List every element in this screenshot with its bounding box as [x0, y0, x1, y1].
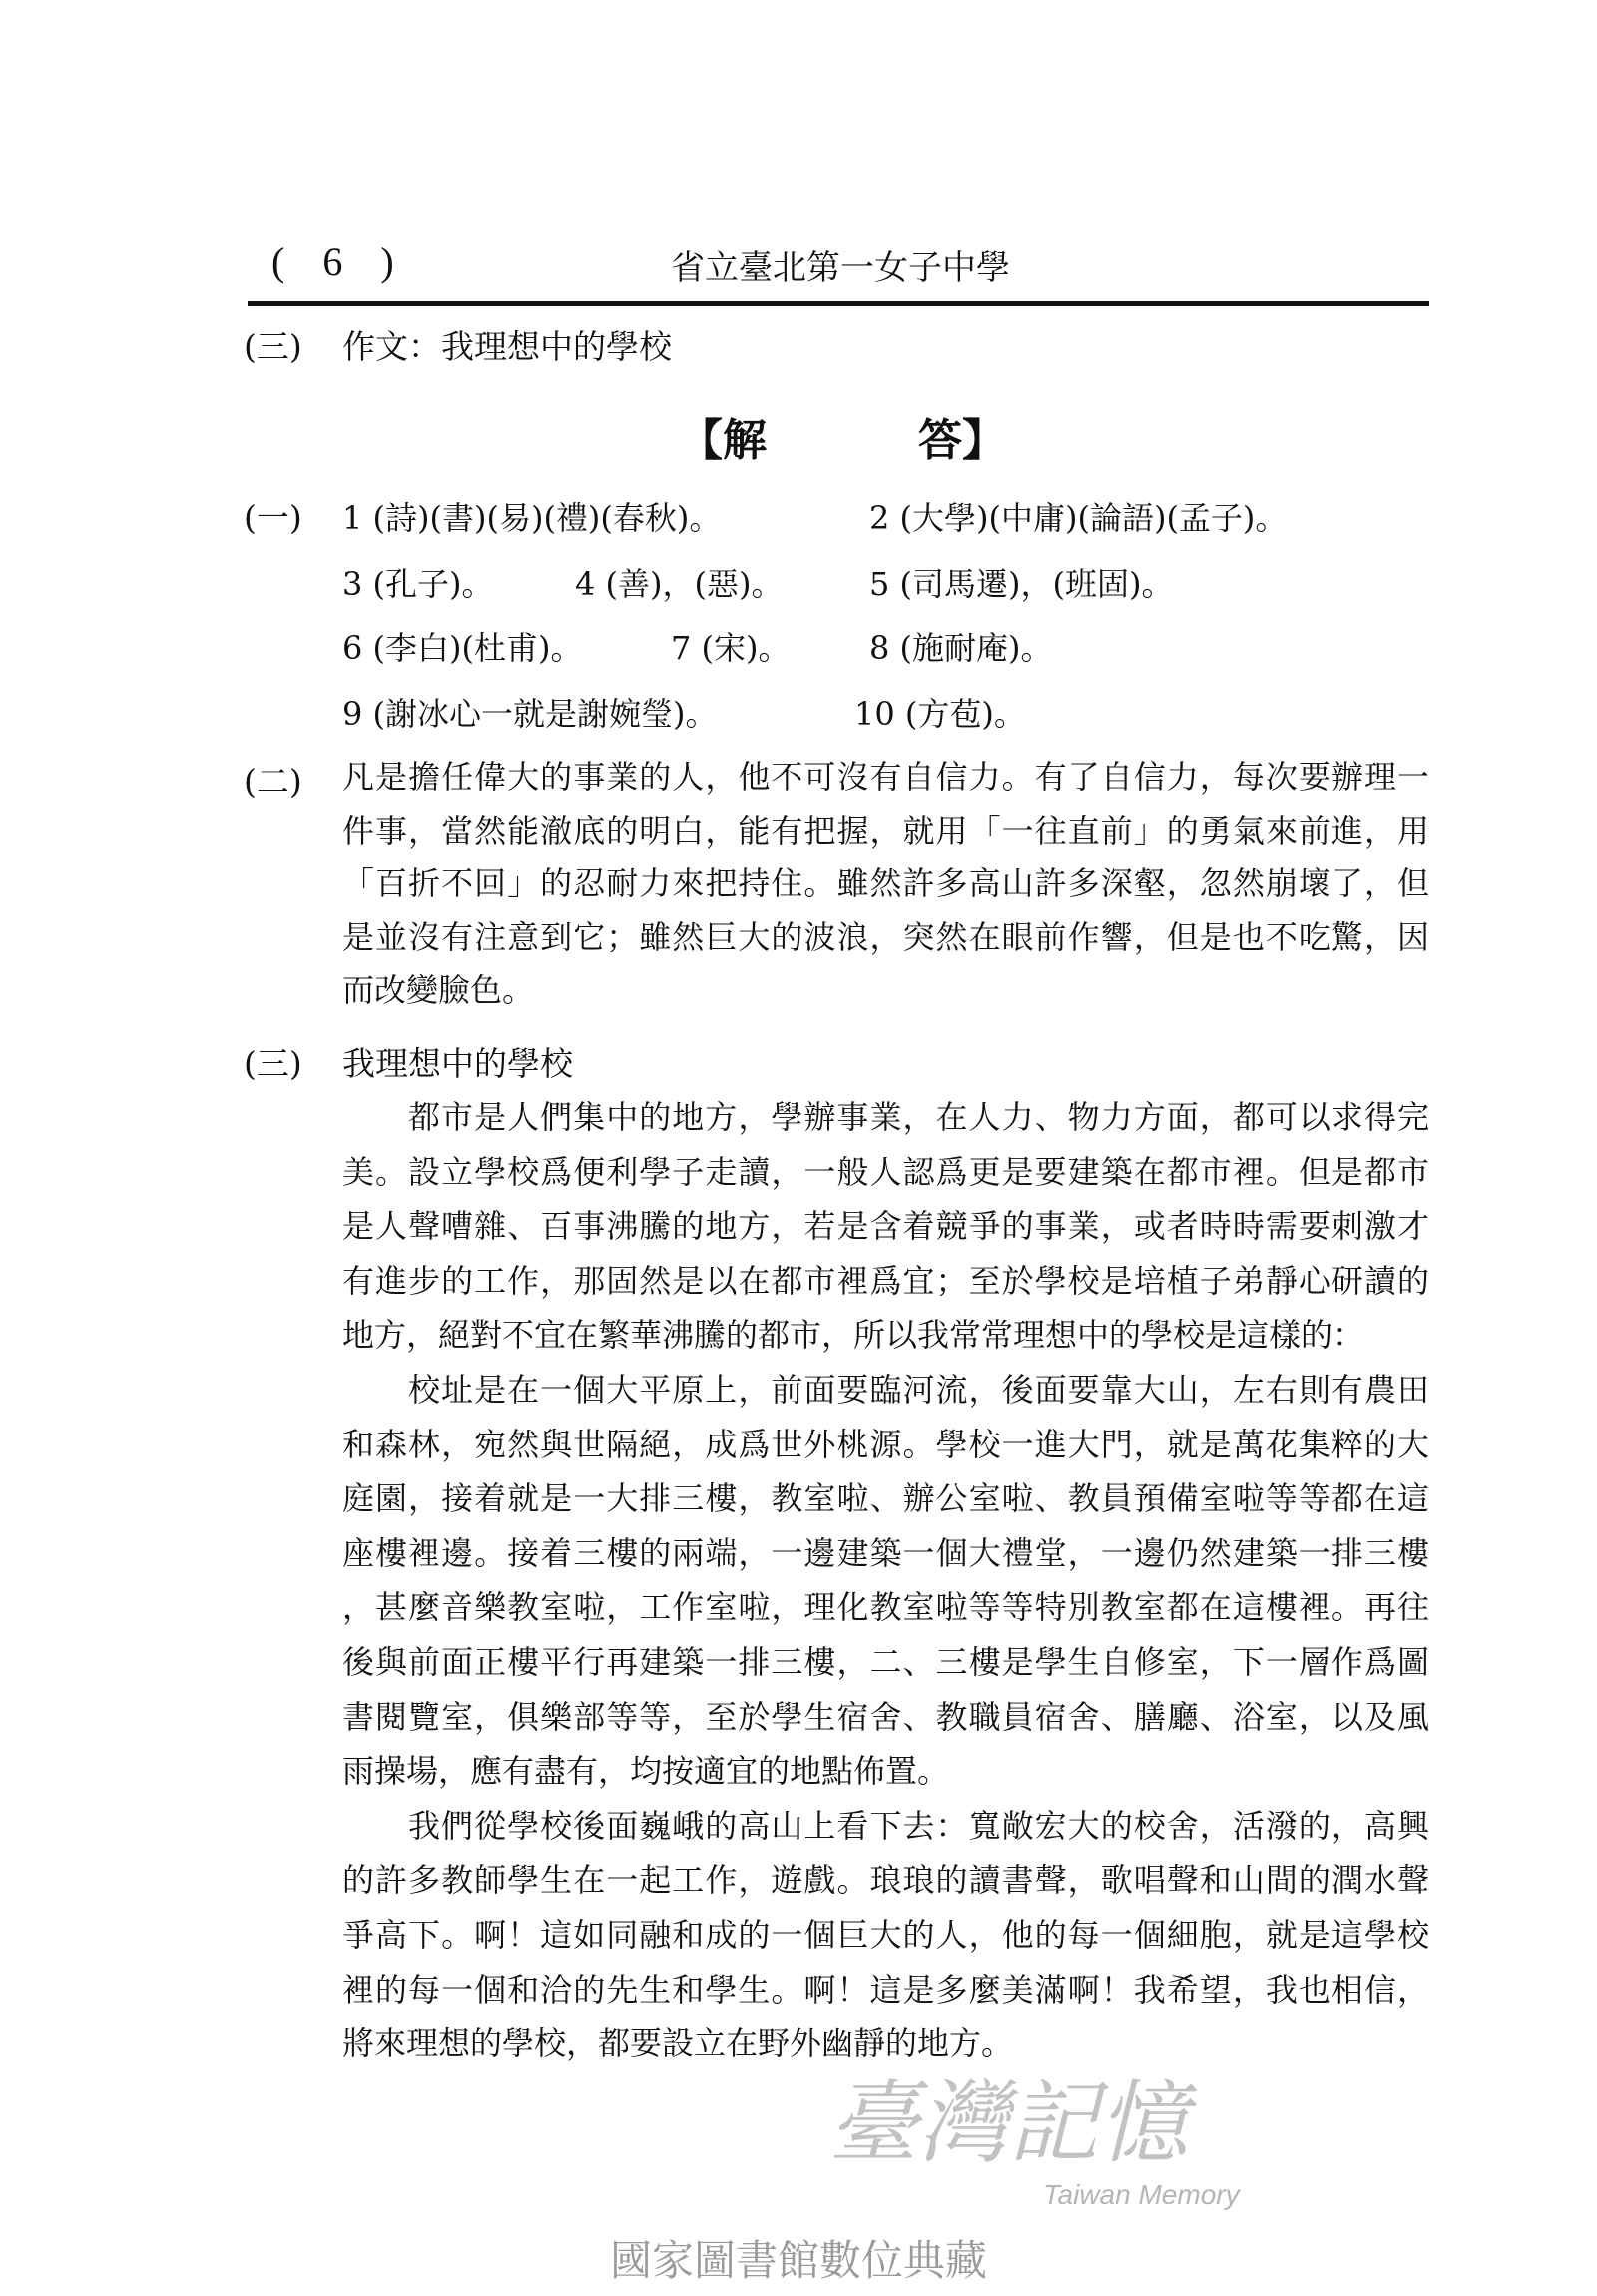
- answer-item: 2 (大學)(中庸)(論語)(孟子)。: [869, 499, 1288, 537]
- text-line: 和森林，宛然與世隔絕，成爲世外桃源。學校一進大門，就是萬花集粹的大: [342, 1425, 1429, 1463]
- part3-label: (三): [244, 1044, 302, 1083]
- answer-item: 10 (方苞)。: [854, 695, 1026, 733]
- answer-item: 9 (謝冰心一就是謝婉瑩)。: [342, 695, 718, 733]
- text-line: 校址是在一個大平原上，前面要臨河流，後面要靠大山，左右則有農田: [408, 1371, 1429, 1409]
- answer-item: 8 (施耐庵)。: [869, 629, 1053, 667]
- page-number: ( 6 ): [271, 239, 408, 284]
- text-line: 的許多教師學生在一起工作，遊戲。琅琅的讀書聲，歌唱聲和山間的潤水聲: [342, 1861, 1429, 1900]
- question-text: 作文：我理想中的學校: [342, 327, 672, 366]
- text-line: 「百折不回」的忍耐力來把持住。雖然許多高山許多深壑，忽然崩壞了，但: [342, 864, 1429, 902]
- answer-item: 7 (宋)。: [671, 629, 791, 667]
- text-line: 後與前面正樓平行再建築一排三樓，二、三樓是學生自修室，下一層作爲圖: [342, 1643, 1429, 1681]
- running-title: 省立臺北第一女子中學: [671, 248, 1010, 287]
- text-line: 是並沒有注意到它；雖然巨大的波浪，突然在眼前作響，但是也不吃驚，因: [342, 917, 1429, 956]
- text-line: 裡的每一個和洽的先生和學生。啊！這是多麼美滿啊！我希望，我也相信，: [342, 1970, 1429, 2009]
- text-line: 我們從學校後面巍峨的高山上看下去：寬敞宏大的校舍，活潑的，高興: [408, 1806, 1429, 1845]
- text-line: 而改變臉色。: [342, 971, 535, 1009]
- text-line: 庭園，接着就是一大排三樓，教室啦、辦公室啦、教員預備室啦等等都在這: [342, 1479, 1429, 1518]
- answer-item: 1 (詩)(書)(易)(禮)(春秋)。: [342, 499, 722, 537]
- text-line: 件事，當然能澈底的明白，能有把握，就用「一往直前」的勇氣來前進，用: [342, 811, 1429, 850]
- text-line: 將來理想的學校，都要設立在野外幽靜的地方。: [342, 2024, 1014, 2063]
- footer-credit: 國家圖書館數位典藏: [609, 2236, 987, 2285]
- part1-label: (一): [244, 498, 302, 537]
- text-line: ，甚麼音樂教室啦，工作室啦，理化教室啦等等特別教室都在這樓裡。再往: [342, 1588, 1429, 1627]
- text-line: 有進步的工作，那固然是以在都市裡爲宜；至於學校是培植子弟靜心研讀的: [342, 1261, 1429, 1300]
- part3-title: 我理想中的學校: [342, 1044, 573, 1083]
- text-line: 美。設立學校爲便利學子走讀，一般人認爲更是要建築在都市裡。但是都市: [342, 1152, 1429, 1191]
- text-line: 地方，絕對不宜在繁華沸騰的都市，所以我常常理想中的學校是這樣的：: [342, 1316, 1365, 1355]
- text-line: 雨操場，應有盡有，均按適宜的地點佈置。: [342, 1752, 950, 1791]
- text-line: 都市是人們集中的地方，學辦事業，在人力、物力方面，都可以求得完: [408, 1098, 1429, 1136]
- part2-label: (二): [244, 762, 302, 801]
- text-line: 凡是擔任偉大的事業的人，他不可沒有自信力。有了自信力，每次要辦理一: [342, 758, 1429, 796]
- watermark-subtitle: Taiwan Memory: [1043, 2179, 1240, 2210]
- answer-item: 6 (李白)(杜甫)。: [342, 629, 583, 667]
- answer-heading-right: 答】: [918, 415, 1006, 466]
- text-line: 座樓裡邊。接着三樓的兩端，一邊建築一個大禮堂，一邊仍然建築一排三樓: [342, 1533, 1429, 1572]
- watermark-logo: 臺灣記憶: [828, 2071, 1188, 2176]
- text-line: 是人聲嘈雜、百事沸騰的地方，若是含着競爭的事業，或者時時需要刺激才: [342, 1207, 1429, 1246]
- answer-item: 3 (孔子)。: [342, 565, 494, 603]
- text-line: 爭高下。啊！這如同融和成的一個巨大的人，他的每一個細胞，就是這學校: [342, 1916, 1429, 1954]
- question-label: (三): [244, 327, 302, 366]
- answer-item: 5 (司馬遷)，(班固)。: [869, 565, 1174, 603]
- answer-item: 4 (善)，(惡)。: [575, 565, 784, 603]
- text-line: 書閱覽室，俱樂部等等，至於學生宿舍、教職員宿舍、膳廳、浴室，以及風: [342, 1697, 1429, 1736]
- header-rule: [248, 301, 1429, 306]
- answer-heading-left: 【解: [679, 415, 767, 466]
